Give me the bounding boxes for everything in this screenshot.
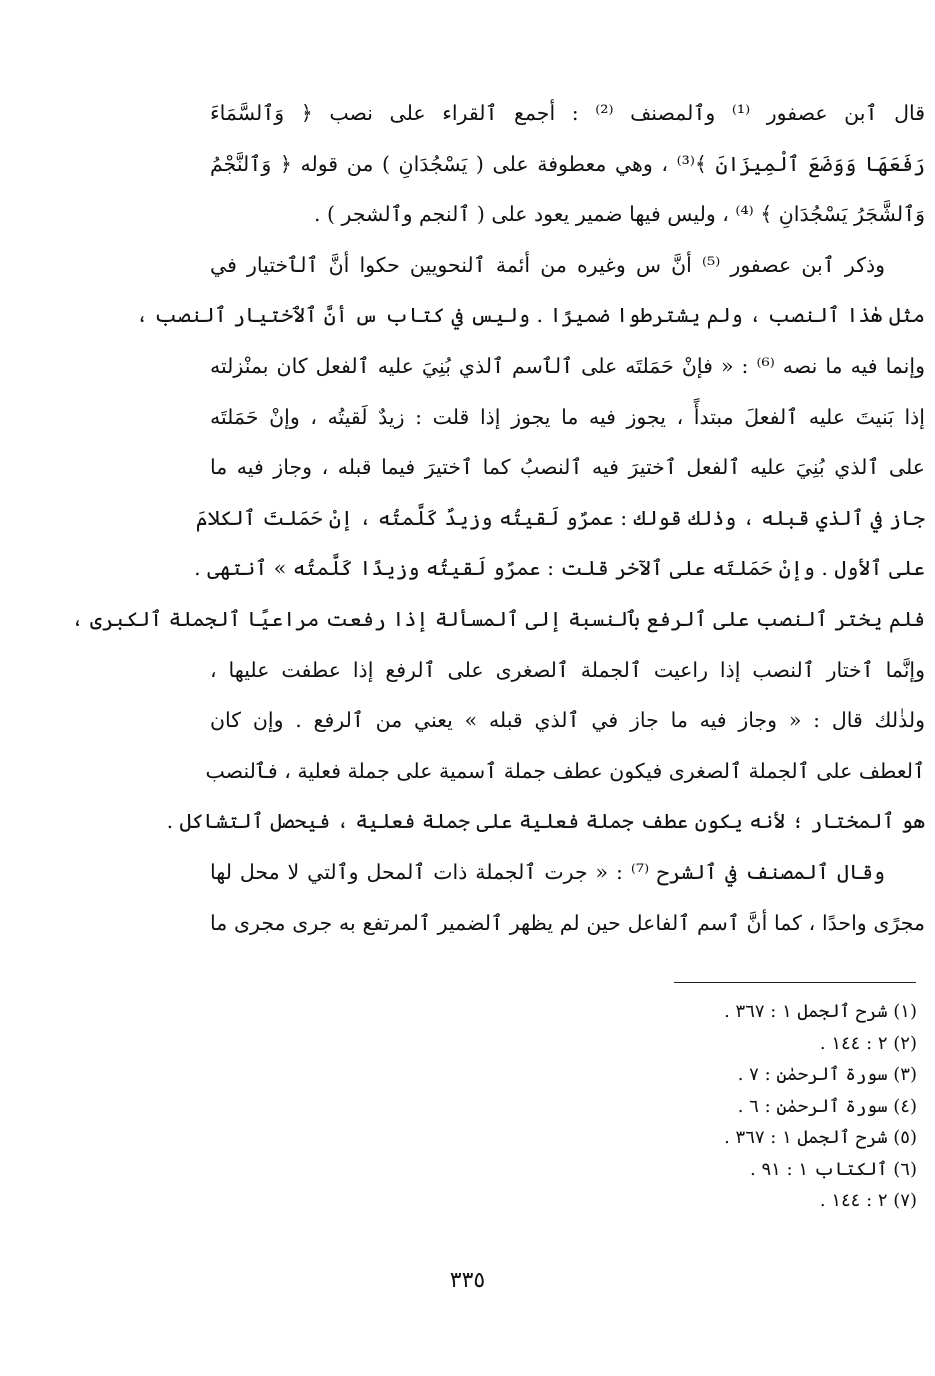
page-number: ٣٣٥ [449,1268,486,1293]
text-line: وَٱلشَّجَرُ يَسْجُدَانِ ﴾ ⁽⁴⁾ ، وليس فيها ضمير يعود على ( ٱلنجم وٱلشجر ) . [313,202,925,227]
footnote: (٢) ٢ : ١٤٤ . [819,1032,917,1054]
text-line: مثل هٰذا ٱلنصب ، ولم يشترطوا ضميرًا . وليس في كتاب س أنَّ ٱلٱختيار ٱلنصب ، [136,303,925,328]
text-line: فلم يختر ٱلنصب على ٱلرفع بٱلنسبة إلى ٱلمسألة إذا رفعت مراعيًا ٱلجملة ٱلكبرى ، [71,606,925,631]
text-line: ٱلعطف على ٱلجملة ٱلصغرى فيكون عطف جملة ٱسمية على جملة فعلية ، فٱلنصب [205,758,925,783]
text-line: وإنَّما ٱختار ٱلنصب إذا راعيت ٱلجملة ٱلصغرى على ٱلرفع إذا عطفت عليها ، [210,657,925,682]
footnote: (٤) سورة ٱلرحمٰن : ٦ . [737,1095,917,1117]
text-line: وذكر ٱبن عصفور ⁽⁵⁾ أنَّ س وغيره من أئمة ٱلنحويين حكوا أنَّ ٱلٱختيار في [210,252,885,277]
footnotes [597,996,917,1217]
text-line: على ٱلأول . وإنْ حَمَلتَه على ٱلآخر قلت : عمرٌو لَقيتُه وزيدًا كَلَّمتُه » ٱنتهى . [194,556,925,581]
text-line: وقال ٱلمصنف في ٱلشرح ⁽⁷⁾ : « جرت ٱلجملة ذات ٱلمحل وٱلتي لا محل لها [210,859,886,884]
main-text [71,88,926,948]
text-line: هو ٱلمختار ؛ لأنه يكون عطف جملة فعلية على جملة فعلية ، فيحصل ٱلتشاكل . [166,809,925,834]
text-line: وإنما فيه ما نصه ⁽⁶⁾ : « فإنْ حَمَلتَه على ٱلٱسم ٱلذي بُنِيَ عليه ٱلفعل كان بمنْزلته [210,353,925,378]
footnote: (٣) سورة ٱلرحمٰن : ٧ . [737,1064,917,1085]
footnote: (٦) ٱلكتاب ١ : ٩١ . [750,1158,917,1180]
footnote-separator [674,982,916,983]
text-line: قال ٱبن عصفور ⁽¹⁾ وٱلمصنف ⁽²⁾ : أجمع ٱلقراء على نصب ﴿ وَٱلسَّمَاءَ [210,101,926,125]
footnote: (٥) شرح ٱلجمل ١ : ٣٦٧ . [724,1127,917,1148]
text-line: مجرًى واحدًا ، كما أنَّ ٱسم ٱلفاعل حين لم يظهر ٱلضمير ٱلمرتفع به جرى مجرى ما [210,910,925,935]
text-line: رَفَعَهَا وَوَضَعَ ٱلْمِيزَانَ ﴾⁽³⁾ ، وهي معطوفة على ( يَسْجُدَانِ ) من قوله ﴿ وَٱلنَّجْمُ [210,151,925,176]
footnote: (٧) ٢ : ١٤٤ . [819,1190,917,1211]
text-line: ولذٰلك قال : « وجاز فيه ما جاز في ٱلذي قبله » يعني من ٱلرفع . وإن كان [210,708,925,733]
text-line: جاز في ٱلذي قبله ، وذٰلك قولك : عمرٌو لَقيتُه وزيدٌ كَلَّمتُه ، إنْ حَمَلتَ ٱلكلامَ [195,505,925,530]
text-line: على ٱلذي بُنِيَ عليه ٱلفعل ٱختيرَ فيه ٱلنصبُ كما ٱختيرَ فيما قبله ، وجاز فيه ما [210,455,925,480]
footnote: (١) شرح ٱلجمل ١ : ٣٦٧ . [724,1001,917,1022]
text-line: إذا بَنيتَ عليه ٱلفعلَ مبتدأً ، يجوز فيه ما يجوز إذا قلت : زيدٌ لَقيتُه ، وإنْ حَمَلتَه [210,404,925,429]
